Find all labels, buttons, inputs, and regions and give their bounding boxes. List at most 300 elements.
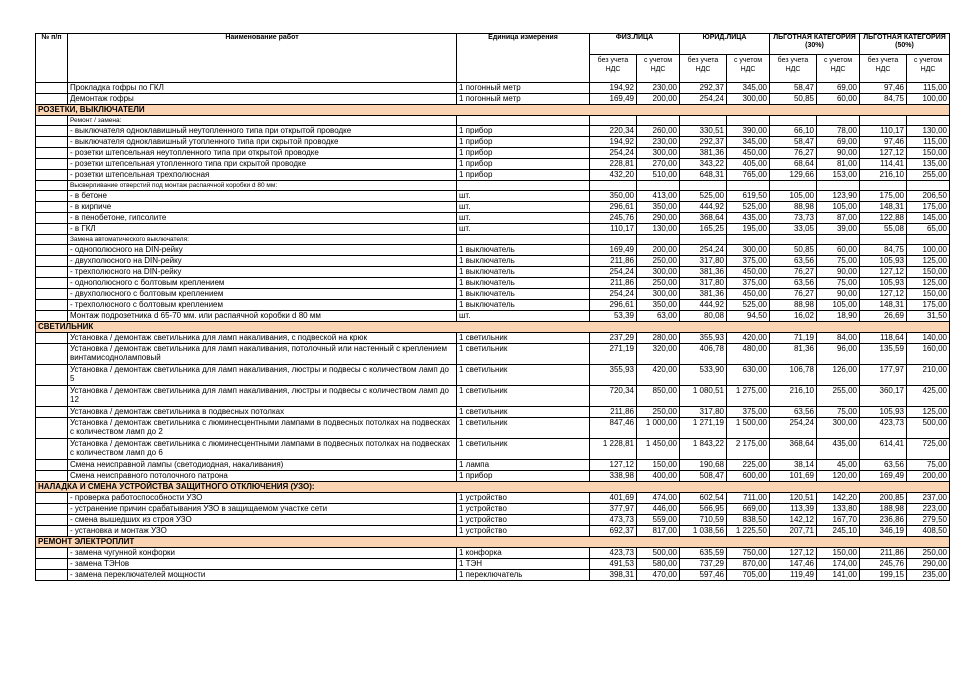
price-with-vat: 817,00 <box>637 526 680 537</box>
price-with-vat: 474,00 <box>637 493 680 504</box>
price-with-vat: 250,00 <box>637 256 680 267</box>
unit: 1 светильник <box>457 386 590 407</box>
work-name: - двухполюсного на DIN-рейку <box>68 256 457 267</box>
price-with-vat: 420,00 <box>727 333 770 344</box>
price-with-vat: 450,00 <box>727 267 770 278</box>
price-with-vat: 470,00 <box>637 570 680 581</box>
price-with-vat: 100,00 <box>907 94 950 105</box>
row-num-cell <box>36 559 68 570</box>
price-without-vat: 73,73 <box>770 213 817 224</box>
price-without-vat: 194,92 <box>590 137 637 148</box>
price-with-vat: 225,00 <box>727 460 770 471</box>
price-without-vat: 444,92 <box>680 300 727 311</box>
price-with-vat: 390,00 <box>727 126 770 137</box>
row-num-cell <box>36 126 68 137</box>
price-without-vat: 330,51 <box>680 126 727 137</box>
subheading-text: Ремонт / замена: <box>68 116 457 126</box>
price-table <box>35 33 950 581</box>
price-without-vat: 207,71 <box>770 526 817 537</box>
empty-cell <box>770 235 817 245</box>
row-num-cell <box>36 570 68 581</box>
empty-cell <box>680 116 727 126</box>
row-num-cell <box>36 515 68 526</box>
empty-cell <box>457 235 590 245</box>
price-with-vat: 559,00 <box>637 515 680 526</box>
price-with-vat: 446,00 <box>637 504 680 515</box>
price-with-vat: 78,00 <box>817 126 860 137</box>
price-with-vat: 250,00 <box>907 548 950 559</box>
price-with-vat: 1 225,50 <box>727 526 770 537</box>
table-row <box>36 526 950 537</box>
price-with-vat: 345,00 <box>727 83 770 94</box>
price-without-vat: 648,31 <box>680 170 727 181</box>
price-without-vat: 76,27 <box>770 267 817 278</box>
header-unit: Единица измерения <box>457 34 590 83</box>
price-without-vat: 692,37 <box>590 526 637 537</box>
price-without-vat: 254,24 <box>680 94 727 105</box>
price-without-vat: 355,93 <box>590 365 637 386</box>
price-without-vat: 597,46 <box>680 570 727 581</box>
price-with-vat: 255,00 <box>907 170 950 181</box>
price-without-vat: 211,86 <box>590 407 637 418</box>
price-with-vat: 850,00 <box>637 386 680 407</box>
price-without-vat: 119,49 <box>770 570 817 581</box>
work-name: Установка / демонтаж светильника с люминесцентными лампами в подвесных потолках на подвесках с количеством ламп до 2 <box>68 418 457 439</box>
table-row <box>36 148 950 159</box>
unit: 1 устройство <box>457 526 590 537</box>
price-without-vat: 296,61 <box>590 300 637 311</box>
price-without-vat: 190,68 <box>680 460 727 471</box>
price-with-vat: 115,00 <box>907 137 950 148</box>
empty-cell <box>727 235 770 245</box>
work-name: Смена неисправной лампы (светодиодная, накаливания) <box>68 460 457 471</box>
table-row <box>36 300 950 311</box>
price-without-vat: 16,02 <box>770 311 817 322</box>
empty-cell <box>907 116 950 126</box>
price-with-vat: 90,00 <box>817 267 860 278</box>
price-with-vat: 130,00 <box>637 224 680 235</box>
price-without-vat: 50,85 <box>770 245 817 256</box>
work-name: - розетки штепсельная неутопленного типа при открытой проводке <box>68 148 457 159</box>
row-num-cell <box>36 83 68 94</box>
price-with-vat: 105,00 <box>817 300 860 311</box>
price-without-vat: 76,27 <box>770 148 817 159</box>
price-with-vat: 230,00 <box>637 137 680 148</box>
section-row <box>36 482 950 493</box>
price-with-vat: 125,00 <box>907 278 950 289</box>
price-without-vat: 381,36 <box>680 267 727 278</box>
price-with-vat: 223,00 <box>907 504 950 515</box>
price-without-vat: 1 038,56 <box>680 526 727 537</box>
price-with-vat: 245,10 <box>817 526 860 537</box>
price-table-sheet <box>35 33 950 581</box>
price-without-vat: 350,00 <box>590 191 637 202</box>
price-without-vat: 635,59 <box>680 548 727 559</box>
price-with-vat: 125,00 <box>907 407 950 418</box>
header-group-discount-50: ЛЬГОТНАЯ КАТЕГОРИЯ (50%) <box>860 34 950 55</box>
price-without-vat: 423,73 <box>590 548 637 559</box>
row-num-cell <box>36 344 68 365</box>
unit: 1 светильник <box>457 439 590 460</box>
price-without-vat: 381,36 <box>680 148 727 159</box>
header-group-individuals: ФИЗ.ЛИЦА <box>590 34 680 55</box>
row-num-cell <box>36 504 68 515</box>
unit: 1 лампа <box>457 460 590 471</box>
row-num-cell <box>36 289 68 300</box>
table-row <box>36 344 950 365</box>
price-with-vat: 237,00 <box>907 493 950 504</box>
price-with-vat: 250,00 <box>637 407 680 418</box>
price-without-vat: 169,49 <box>590 245 637 256</box>
price-with-vat: 580,00 <box>637 559 680 570</box>
row-num-cell <box>36 116 68 126</box>
price-without-vat: 63,56 <box>770 256 817 267</box>
empty-cell <box>860 181 907 191</box>
price-without-vat: 508,47 <box>680 471 727 482</box>
price-without-vat: 97,46 <box>860 137 907 148</box>
table-row <box>36 191 950 202</box>
price-without-vat: 1 843,22 <box>680 439 727 460</box>
work-name: Установка / демонтаж светильника с люминесцентными лампами в подвесных потолках на подвесках с количеством ламп до 6 <box>68 439 457 460</box>
price-with-vat: 1 500,00 <box>727 418 770 439</box>
price-with-vat: 270,00 <box>637 159 680 170</box>
price-with-vat: 435,00 <box>817 439 860 460</box>
work-name: - розетки штепсельная утопленного типа при скрытой проводке <box>68 159 457 170</box>
price-with-vat: 90,00 <box>817 289 860 300</box>
price-with-vat: 600,00 <box>727 471 770 482</box>
price-without-vat: 346,19 <box>860 526 907 537</box>
price-without-vat: 88,98 <box>770 202 817 213</box>
price-without-vat: 113,39 <box>770 504 817 515</box>
price-with-vat: 260,00 <box>637 126 680 137</box>
table-row <box>36 137 950 148</box>
row-num-cell <box>36 94 68 105</box>
price-with-vat: 105,00 <box>817 202 860 213</box>
table-header <box>36 34 950 83</box>
price-with-vat: 135,00 <box>907 159 950 170</box>
price-with-vat: 141,00 <box>817 570 860 581</box>
price-without-vat: 165,25 <box>680 224 727 235</box>
table-row <box>36 170 950 181</box>
price-without-vat: 381,36 <box>680 289 727 300</box>
price-without-vat: 491,53 <box>590 559 637 570</box>
row-num-cell <box>36 245 68 256</box>
work-name: Установка / демонтаж светильника для ламп накаливания, люстры и подвесы с количеством ламп до 5 <box>68 365 457 386</box>
work-name: - однополюсного с болтовым креплением <box>68 278 457 289</box>
work-name: - трехполюсного на DIN-рейку <box>68 267 457 278</box>
price-with-vat: 145,00 <box>907 213 950 224</box>
work-name: - в пенобетоне, гипсолите <box>68 213 457 224</box>
work-name: - замена ТЭНов <box>68 559 457 570</box>
price-without-vat: 398,31 <box>590 570 637 581</box>
price-without-vat: 84,75 <box>860 245 907 256</box>
price-with-vat: 45,00 <box>817 460 860 471</box>
price-without-vat: 737,29 <box>680 559 727 570</box>
price-with-vat: 2 175,00 <box>727 439 770 460</box>
price-without-vat: 177,97 <box>860 365 907 386</box>
price-with-vat: 413,00 <box>637 191 680 202</box>
table-row <box>36 94 950 105</box>
empty-cell <box>590 116 637 126</box>
unit: 1 выключатель <box>457 300 590 311</box>
row-num-cell <box>36 386 68 407</box>
price-without-vat: 84,75 <box>860 94 907 105</box>
price-without-vat: 216,10 <box>860 170 907 181</box>
price-without-vat: 317,80 <box>680 278 727 289</box>
price-without-vat: 254,24 <box>680 245 727 256</box>
price-with-vat: 174,00 <box>817 559 860 570</box>
price-without-vat: 127,12 <box>860 148 907 159</box>
unit: 1 выключатель <box>457 289 590 300</box>
price-without-vat: 127,12 <box>860 267 907 278</box>
price-with-vat: 500,00 <box>637 548 680 559</box>
unit: 1 устройство <box>457 515 590 526</box>
table-row <box>36 278 950 289</box>
empty-cell <box>637 116 680 126</box>
header-name: Наименование работ <box>68 34 457 83</box>
price-with-vat: 120,00 <box>817 471 860 482</box>
price-with-vat: 123,90 <box>817 191 860 202</box>
row-num-cell <box>36 137 68 148</box>
price-with-vat: 408,50 <box>907 526 950 537</box>
price-with-vat: 87,00 <box>817 213 860 224</box>
table-row <box>36 333 950 344</box>
header-sub-with-vat: с учетом НДС <box>907 55 950 83</box>
header-num: № п/п <box>36 34 68 83</box>
price-without-vat: 401,69 <box>590 493 637 504</box>
section-row <box>36 105 950 116</box>
price-without-vat: 26,69 <box>860 311 907 322</box>
empty-cell <box>817 181 860 191</box>
price-with-vat: 290,00 <box>637 213 680 224</box>
price-with-vat: 142,20 <box>817 493 860 504</box>
price-with-vat: 90,00 <box>817 148 860 159</box>
unit: 1 погонный метр <box>457 83 590 94</box>
row-num-cell <box>36 202 68 213</box>
price-with-vat: 375,00 <box>727 256 770 267</box>
row-num-cell <box>36 256 68 267</box>
price-without-vat: 106,78 <box>770 365 817 386</box>
price-without-vat: 120,51 <box>770 493 817 504</box>
price-without-vat: 68,64 <box>770 159 817 170</box>
price-with-vat: 140,00 <box>907 333 950 344</box>
unit: шт. <box>457 191 590 202</box>
price-without-vat: 245,76 <box>590 213 637 224</box>
unit: 1 прибор <box>457 148 590 159</box>
price-with-vat: 115,00 <box>907 83 950 94</box>
price-with-vat: 235,00 <box>907 570 950 581</box>
price-without-vat: 105,93 <box>860 256 907 267</box>
row-num-cell <box>36 418 68 439</box>
section-title: РОЗЕТКИ, ВЫКЛЮЧАТЕЛИ <box>36 105 950 116</box>
price-with-vat: 84,00 <box>817 333 860 344</box>
price-with-vat: 290,00 <box>907 559 950 570</box>
subheading-row <box>36 235 950 245</box>
price-with-vat: 300,00 <box>637 148 680 159</box>
price-without-vat: 58,47 <box>770 137 817 148</box>
price-without-vat: 169,49 <box>860 471 907 482</box>
row-num-cell <box>36 148 68 159</box>
price-with-vat: 210,00 <box>907 365 950 386</box>
table-row <box>36 126 950 137</box>
row-num-cell <box>36 439 68 460</box>
price-with-vat: 65,00 <box>907 224 950 235</box>
work-name: - замена переключателей мощности <box>68 570 457 581</box>
row-num-cell <box>36 159 68 170</box>
empty-cell <box>590 181 637 191</box>
price-without-vat: 66,10 <box>770 126 817 137</box>
price-without-vat: 406,78 <box>680 344 727 365</box>
price-without-vat: 97,46 <box>860 83 907 94</box>
price-without-vat: 296,61 <box>590 202 637 213</box>
price-with-vat: 765,00 <box>727 170 770 181</box>
price-with-vat: 711,00 <box>727 493 770 504</box>
table-row <box>36 460 950 471</box>
price-with-vat: 200,00 <box>907 471 950 482</box>
table-row <box>36 386 950 407</box>
price-without-vat: 63,56 <box>770 407 817 418</box>
work-name: - проверка работоспособности УЗО <box>68 493 457 504</box>
unit: 1 ТЭН <box>457 559 590 570</box>
price-without-vat: 368,64 <box>680 213 727 224</box>
unit: 1 выключатель <box>457 256 590 267</box>
price-with-vat: 150,00 <box>907 289 950 300</box>
price-with-vat: 300,00 <box>817 418 860 439</box>
table-row <box>36 256 950 267</box>
unit: 1 прибор <box>457 159 590 170</box>
price-without-vat: 50,85 <box>770 94 817 105</box>
work-name: - выключателя одноклавишный неутопленного типа при открытой проводке <box>68 126 457 137</box>
empty-cell <box>637 235 680 245</box>
table-body <box>36 83 950 581</box>
price-with-vat: 420,00 <box>637 365 680 386</box>
section-row <box>36 537 950 548</box>
empty-cell <box>680 235 727 245</box>
table-row <box>36 493 950 504</box>
work-name: - установка и монтаж УЗО <box>68 526 457 537</box>
header-sub-with-vat: с учетом НДС <box>637 55 680 83</box>
empty-cell <box>457 116 590 126</box>
price-with-vat: 619,50 <box>727 191 770 202</box>
price-without-vat: 81,36 <box>770 344 817 365</box>
price-without-vat: 271,19 <box>590 344 637 365</box>
price-with-vat: 450,00 <box>727 289 770 300</box>
work-name: - замена чугунной конфорки <box>68 548 457 559</box>
price-without-vat: 88,98 <box>770 300 817 311</box>
price-with-vat: 345,00 <box>727 137 770 148</box>
section-title: НАЛАДКА И СМЕНА УСТРОЙСТВА ЗАЩИТНОГО ОТКЛЮЧЕНИЯ (УЗО): <box>36 482 950 493</box>
price-without-vat: 118,64 <box>860 333 907 344</box>
unit: 1 прибор <box>457 126 590 137</box>
price-without-vat: 317,80 <box>680 407 727 418</box>
empty-cell <box>770 116 817 126</box>
price-without-vat: 254,24 <box>590 148 637 159</box>
price-with-vat: 160,00 <box>907 344 950 365</box>
price-without-vat: 423,73 <box>860 418 907 439</box>
price-with-vat: 130,00 <box>907 126 950 137</box>
header-sub-with-vat: с учетом НДС <box>817 55 860 83</box>
price-without-vat: 254,24 <box>770 418 817 439</box>
unit: 1 светильник <box>457 407 590 418</box>
price-without-vat: 254,24 <box>590 267 637 278</box>
price-with-vat: 175,00 <box>907 202 950 213</box>
price-without-vat: 38,14 <box>770 460 817 471</box>
price-with-vat: 250,00 <box>637 278 680 289</box>
section-title: РЕМОНТ ЭЛЕКТРОПЛИТ <box>36 537 950 548</box>
unit: 1 переключатель <box>457 570 590 581</box>
price-with-vat: 525,00 <box>727 202 770 213</box>
price-with-vat: 150,00 <box>817 548 860 559</box>
row-num-cell <box>36 311 68 322</box>
row-num-cell <box>36 224 68 235</box>
unit: шт. <box>457 202 590 213</box>
price-with-vat: 100,00 <box>907 245 950 256</box>
unit: 1 выключатель <box>457 267 590 278</box>
price-without-vat: 169,49 <box>590 94 637 105</box>
table-row <box>36 570 950 581</box>
price-without-vat: 58,47 <box>770 83 817 94</box>
price-with-vat: 69,00 <box>817 137 860 148</box>
price-without-vat: 236,86 <box>860 515 907 526</box>
empty-cell <box>457 181 590 191</box>
work-name: - в бетоне <box>68 191 457 202</box>
price-without-vat: 122,88 <box>860 213 907 224</box>
price-with-vat: 1 275,00 <box>727 386 770 407</box>
price-without-vat: 135,59 <box>860 344 907 365</box>
price-with-vat: 200,00 <box>637 245 680 256</box>
work-name: Прокладка гофры по ГКЛ <box>68 83 457 94</box>
empty-cell <box>727 181 770 191</box>
unit: шт. <box>457 311 590 322</box>
row-num-cell <box>36 365 68 386</box>
price-with-vat: 300,00 <box>727 94 770 105</box>
price-with-vat: 75,00 <box>817 407 860 418</box>
table-row <box>36 202 950 213</box>
price-with-vat: 200,00 <box>637 94 680 105</box>
work-name: Смена неисправного потолочного патрона <box>68 471 457 482</box>
row-num-cell <box>36 333 68 344</box>
price-with-vat: 175,00 <box>907 300 950 311</box>
price-without-vat: 566,95 <box>680 504 727 515</box>
price-without-vat: 377,97 <box>590 504 637 515</box>
table-row <box>36 439 950 460</box>
price-with-vat: 167,70 <box>817 515 860 526</box>
unit: 1 устройство <box>457 504 590 515</box>
table-row <box>36 471 950 482</box>
price-with-vat: 60,00 <box>817 245 860 256</box>
price-with-vat: 75,00 <box>817 256 860 267</box>
empty-cell <box>590 235 637 245</box>
price-with-vat: 435,00 <box>727 213 770 224</box>
price-with-vat: 350,00 <box>637 300 680 311</box>
row-num-cell <box>36 213 68 224</box>
price-with-vat: 480,00 <box>727 344 770 365</box>
work-name: Установка / демонтаж светильника для ламп накаливания, с подвеской на крюк <box>68 333 457 344</box>
price-with-vat: 300,00 <box>727 245 770 256</box>
price-without-vat: 525,00 <box>680 191 727 202</box>
header-group-discount-30: ЛЬГОТНАЯ КАТЕГОРИЯ (30%) <box>770 34 860 55</box>
header-sub-without-vat: без учета НДС <box>680 55 727 83</box>
price-without-vat: 148,31 <box>860 202 907 213</box>
price-with-vat: 750,00 <box>727 548 770 559</box>
table-row <box>36 407 950 418</box>
price-without-vat: 254,24 <box>590 289 637 300</box>
unit: шт. <box>457 224 590 235</box>
row-num-cell <box>36 170 68 181</box>
price-with-vat: 705,00 <box>727 570 770 581</box>
price-with-vat: 94,50 <box>727 311 770 322</box>
price-without-vat: 200,85 <box>860 493 907 504</box>
